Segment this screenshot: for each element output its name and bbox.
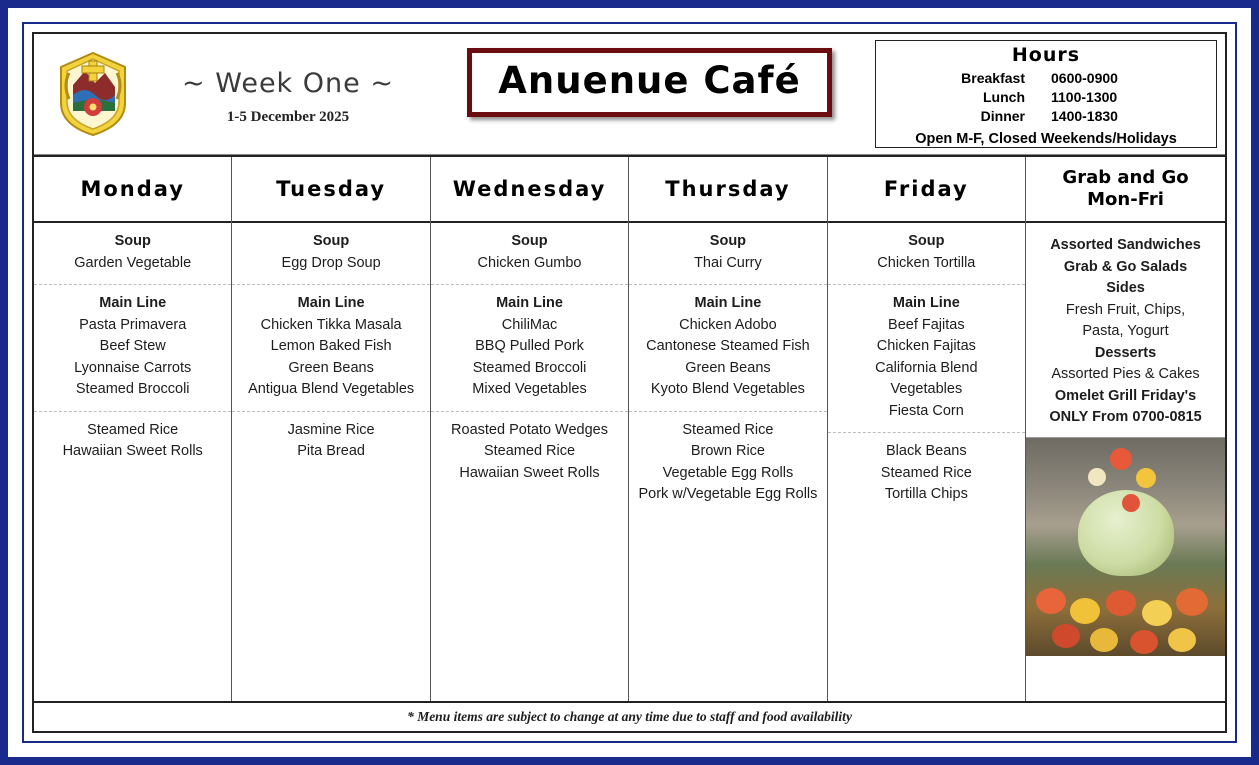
day-section-main-line (34, 284, 231, 411)
carved-flower-icon (1090, 628, 1118, 652)
menu-item: Beef Fajitas (888, 316, 965, 333)
week-block (152, 34, 424, 154)
hours-title: Hours (1011, 44, 1081, 66)
grab-and-go-header (1026, 157, 1225, 223)
section-label: Soup (114, 233, 151, 249)
menu-item: Chicken Tortilla (877, 254, 976, 271)
day-section-starch (629, 411, 826, 516)
hours-note: Open M-F, Closed Weekends/Holidays (915, 131, 1177, 147)
day-header: Monday (34, 157, 231, 223)
grab-and-go-item: Grab & Go Salads (1063, 258, 1188, 275)
menu-sheet (32, 32, 1227, 733)
menu-item: Pita Bread (297, 443, 365, 459)
carved-flower-icon (1168, 628, 1196, 652)
section-label: Main Line (694, 295, 762, 311)
day-section-main-line (629, 284, 826, 411)
grab-and-go-section-label: Desserts (1094, 344, 1157, 361)
menu-item: Antigua Blend Vegetables (248, 381, 415, 397)
menu-item: Tortilla Chips (884, 486, 968, 502)
carved-flower-icon (1130, 630, 1158, 654)
day-column-tuesday (232, 157, 430, 701)
menu-header (34, 34, 1225, 155)
grab-and-go-item: Fresh Fruit, Chips, (1065, 301, 1186, 318)
menu-item: Pasta Primavera (79, 316, 187, 333)
section-label: Main Line (297, 295, 365, 311)
carved-vegetable-display-photo (1026, 437, 1225, 656)
menu-item: Lemon Baked Fish (270, 338, 392, 354)
carved-flower-icon (1110, 448, 1132, 470)
menu-item: Roasted Potato Wedges (451, 421, 608, 438)
day-section-starch (828, 432, 1025, 516)
grab-and-go-item: Assorted Sandwiches (1050, 237, 1201, 253)
menu-item: Steamed Broccoli (75, 381, 190, 397)
day-header: Thursday (629, 157, 826, 223)
footer-note: * Menu items are subject to change at any time due to staff and food availability (34, 701, 1225, 731)
day-section-soup (828, 223, 1025, 284)
menu-item: Egg Drop Soup (281, 254, 381, 271)
hours-label: Dinner (980, 108, 1025, 124)
menu-item: Chicken Adobo (679, 316, 777, 333)
carved-flower-icon (1070, 598, 1100, 624)
carved-flower-icon (1176, 588, 1208, 616)
hours-box (875, 40, 1217, 148)
menu-item: Steamed Rice (880, 464, 972, 481)
section-label: Soup (312, 233, 350, 249)
menu-item: Kyoto Blend Vegetables (650, 381, 805, 397)
menu-item: Steamed Broccoli (472, 359, 587, 376)
menu-item: Cantonese Steamed Fish (646, 338, 810, 354)
grab-and-go-title-line1: Grab and Go (1062, 167, 1189, 188)
section-label: Main Line (892, 295, 960, 311)
day-section-starch (34, 411, 231, 473)
menu-item: Thai Curry (694, 254, 762, 271)
hours-rows (931, 69, 1161, 126)
menu-item: Fiesta Corn (888, 402, 964, 419)
cafe-title-container (424, 34, 875, 154)
hours-time: 0600-0900 (1051, 70, 1118, 86)
crest-container (34, 34, 152, 154)
menu-item: ChiliMac (501, 316, 558, 333)
hours-row (931, 69, 1161, 88)
day-section-soup (232, 223, 429, 284)
section-label: Main Line (99, 295, 167, 311)
day-section-starch (232, 411, 429, 473)
section-label: Soup (908, 233, 945, 249)
menu-item: Green Beans (288, 359, 374, 376)
menu-item: Pork w/Vegetable Egg Rolls (638, 486, 818, 502)
day-section-starch (431, 411, 628, 495)
day-header: Friday (828, 157, 1025, 223)
menu-item: Mixed Vegetables (472, 381, 587, 397)
menu-item: Chicken Fajitas (876, 338, 976, 354)
section-label: Soup (511, 233, 548, 249)
hours-time: 1400-1830 (1051, 108, 1118, 124)
cafe-title: Anuenue Café (467, 48, 831, 117)
menu-item: Garden Vegetable (74, 254, 192, 271)
grab-and-go-item: Assorted Pies & Cakes (1051, 366, 1200, 382)
day-section-main-line (431, 284, 628, 411)
menu-item: Vegetable Egg Rolls (662, 464, 794, 481)
grab-and-go-body (1026, 223, 1225, 429)
week-title: ~ Week One ~ (182, 68, 394, 99)
day-column-friday (828, 157, 1026, 701)
carved-flower-icon (1142, 600, 1172, 626)
day-column-thursday (629, 157, 827, 701)
menu-item: Hawaiian Sweet Rolls (62, 443, 203, 459)
grab-and-go-title-line2: Mon-Fri (1087, 189, 1164, 210)
hours-label: Breakfast (961, 70, 1025, 86)
carved-flower-icon (1136, 468, 1156, 488)
day-section-main-line (828, 284, 1025, 432)
menu-item: Steamed Rice (87, 421, 179, 438)
hours-row (931, 107, 1161, 126)
omelet-grill-note-line1: Omelet Grill Friday's (1054, 387, 1197, 404)
carved-flower-icon (1106, 590, 1136, 616)
grab-and-go-column (1026, 157, 1225, 701)
day-section-soup (34, 223, 231, 284)
day-column-monday (34, 157, 232, 701)
menu-item: Black Beans (886, 443, 967, 459)
menu-item: Chicken Gumbo (477, 254, 582, 271)
hours-time: 1100-1300 (1051, 89, 1118, 105)
day-header: Wednesday (431, 157, 628, 223)
hours-row (931, 88, 1161, 107)
week-dates: 1-5 December 2025 (226, 109, 350, 125)
carved-flower-icon (1036, 588, 1066, 614)
menu-item: Steamed Rice (682, 421, 774, 438)
day-section-soup (629, 223, 826, 284)
hours-label: Lunch (983, 89, 1025, 105)
menu-grid (34, 155, 1225, 701)
section-label: Soup (709, 233, 747, 249)
menu-item: Chicken Tikka Masala (260, 316, 402, 333)
military-unit-crest-icon (57, 51, 129, 137)
menu-item: Green Beans (685, 359, 771, 376)
carved-flower-icon (1122, 494, 1140, 512)
menu-item: Beef Stew (99, 338, 166, 354)
omelet-grill-note-line2: ONLY From 0700-0815 (1049, 409, 1202, 425)
day-section-main-line (232, 284, 429, 411)
day-section-soup (431, 223, 628, 284)
carved-flower-icon (1052, 624, 1080, 648)
menu-item: BBQ Pulled Pork (475, 338, 584, 354)
menu-item: Vegetables (890, 381, 963, 397)
carved-flower-icon (1088, 468, 1106, 486)
grab-and-go-section-label: Sides (1106, 280, 1145, 296)
day-header: Tuesday (232, 157, 429, 223)
menu-item: Steamed Rice (483, 443, 576, 459)
menu-item: Brown Rice (690, 443, 765, 459)
menu-item: Hawaiian Sweet Rolls (459, 464, 600, 481)
day-column-wednesday (431, 157, 629, 701)
menu-item: Lyonnaise Carrots (74, 359, 192, 376)
section-label: Main Line (496, 295, 563, 311)
menu-item: California Blend (875, 359, 978, 376)
grab-and-go-item: Pasta, Yogurt (1082, 323, 1169, 339)
menu-item: Jasmine Rice (287, 421, 375, 438)
